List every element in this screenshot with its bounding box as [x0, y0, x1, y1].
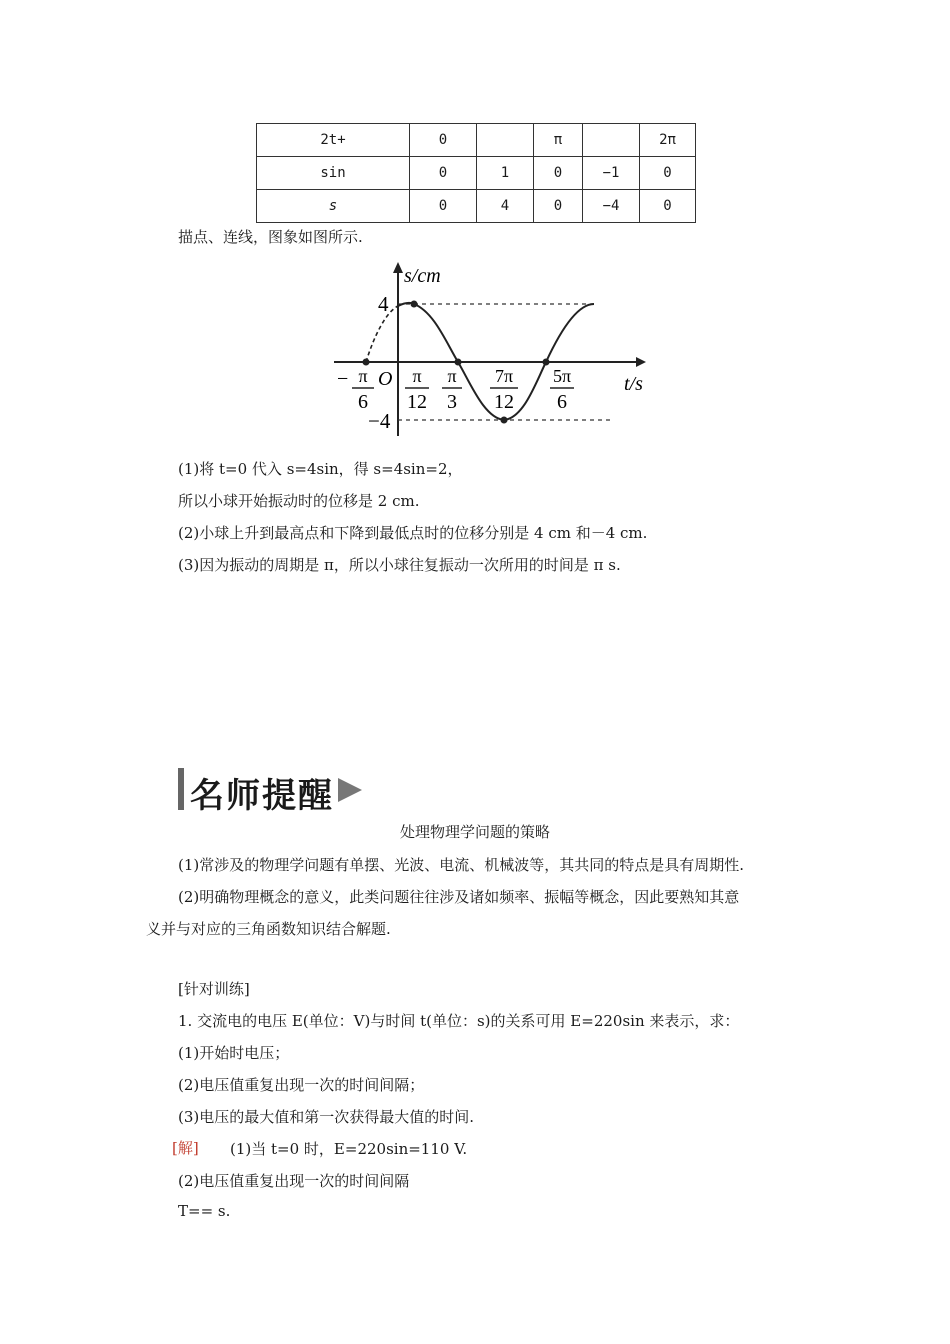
tick-denominator: 12 [407, 391, 427, 413]
solution-line: 所以小球开始振动时的位移是 2 cm. [178, 492, 420, 510]
x-tick-pi-12 [405, 366, 429, 413]
tick-numerator: π [412, 366, 422, 386]
x-axis-arrow [636, 357, 646, 367]
tip-heading: 名师提醒 [190, 776, 334, 816]
svg-text:−: − [337, 368, 349, 390]
table-cell: 0 [534, 157, 583, 190]
solution-line: (2)小球上升到最高点和下降到最低点时的位移分别是 4 cm 和－4 cm. [178, 524, 648, 542]
answer-line: (2)电压值重复出现一次的时间间隔 [178, 1172, 410, 1190]
tip-paragraph: (2)明确物理概念的意义，此类问题往往涉及诸如频率、振幅等概念，因此要熟知其意 [178, 888, 740, 906]
table-cell [477, 124, 534, 157]
tick-numerator: π [447, 366, 457, 386]
x-tick-minus-pi-6 [337, 366, 374, 413]
tick-numerator: 7π [494, 366, 514, 386]
y-axis-arrow [393, 262, 403, 273]
answer-tag: [解] [172, 1139, 199, 1157]
tip-paragraph: (1)常涉及的物理学问题有单摆、光波、电流、机械波等，其共同的特点是具有周期性. [178, 856, 745, 874]
origin-label: O [378, 368, 393, 390]
table-cell: 0 [640, 157, 696, 190]
play-arrow-icon [336, 776, 364, 804]
value-table [256, 123, 696, 223]
table-cell: 2π [640, 124, 696, 157]
point-max [411, 301, 418, 308]
tip-title: 处理物理学问题的策略 [399, 823, 550, 841]
row-label: s [257, 190, 410, 223]
table-cell: 0 [534, 190, 583, 223]
y-axis-label: s/cm [404, 265, 441, 287]
table-row [257, 124, 696, 157]
question-part: (3)电压的最大值和第一次获得最大值的时间. [178, 1108, 475, 1126]
point-minus-pi-6 [363, 359, 370, 366]
x-tick-5pi-6 [550, 366, 574, 413]
table-cell [583, 124, 640, 157]
tick-denominator: 12 [494, 391, 514, 413]
table-cell: 0 [410, 124, 477, 157]
question-text: 1. 交流电的电压 E(单位：V)与时间 t(单位：s)的关系可用 E=220sin 来表示，求： [178, 1012, 740, 1030]
answer-line: (1)当 t=0 时，E=220sin=110 V. [230, 1140, 468, 1158]
table-cell: −1 [583, 157, 640, 190]
heading-bar [178, 768, 184, 810]
point-min [501, 417, 508, 424]
tick-denominator: 3 [447, 391, 457, 413]
x-tick-7pi-12 [490, 366, 518, 413]
tick-numerator: 5π [552, 366, 572, 386]
tip-paragraph: 义并与对应的三角函数知识结合解题. [146, 920, 391, 938]
practice-tag: [针对训练] [178, 980, 250, 998]
table-cell: 4 [477, 190, 534, 223]
x-tick-pi-3 [442, 366, 462, 413]
solution-line: (1)将 t=0 代入 s=4sin，得 s=4sin=2， [178, 460, 463, 478]
table-cell: 0 [410, 157, 477, 190]
table-row [257, 157, 696, 190]
row-label: sin [257, 157, 410, 190]
solution-line: (3)因为振动的周期是 π，所以小球往复振动一次所用的时间是 π s. [178, 556, 621, 574]
answer-line: T== s. [178, 1202, 231, 1220]
question-part: (1)开始时电压； [178, 1044, 290, 1062]
row-label: 2t+ [257, 124, 410, 157]
x-axis-label: t/s [624, 373, 643, 395]
point-pi-3 [455, 359, 462, 366]
graph-caption: 描点、连线，图象如图所示. [178, 228, 363, 246]
y-tick-label: −4 [368, 409, 391, 433]
tick-denominator: 6 [557, 391, 567, 413]
table-cell: π [534, 124, 583, 157]
question-part: (2)电压值重复出现一次的时间间隔； [178, 1076, 425, 1094]
tick-denominator: 6 [358, 391, 368, 413]
point-5pi-6 [543, 359, 550, 366]
table-cell: 0 [640, 190, 696, 223]
table-cell: 1 [477, 157, 534, 190]
sine-graph [320, 255, 660, 445]
y-tick-label: 4 [378, 292, 389, 316]
table-row [257, 190, 696, 223]
table-cell: −4 [583, 190, 640, 223]
table-cell: 0 [410, 190, 477, 223]
tick-numerator: π [358, 366, 368, 386]
